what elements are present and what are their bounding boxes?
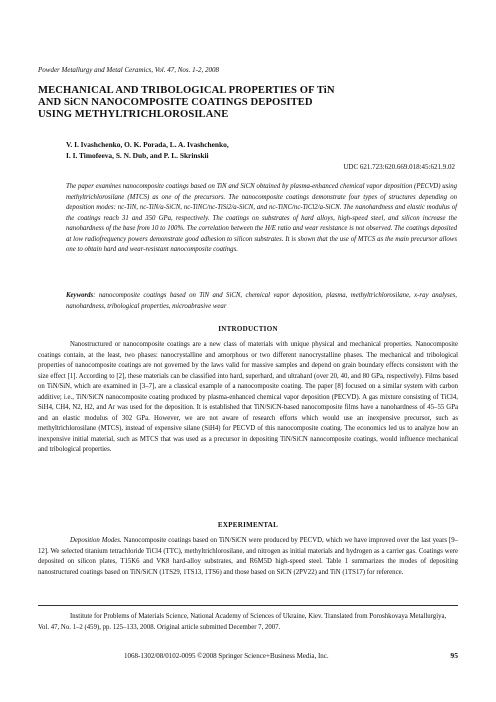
journal-header: Powder Metallurgy and Metal Ceramics, Vol. 47, Nos. 1-2, 2008 [38,66,219,74]
footnote-rule [38,605,458,606]
paper-title [38,85,458,122]
intro-paragraph: Nanostructured or nanocomposite coatings are a new class of materials with unique physical and mechanical properties. Nanocomposite coatings contain, at the least, two phases: nanocrystalline and amorphous or two different nanocrystalline phases. The mechanical and tribological properties of nanocomposite coatings are not governed by the laws valid for massive samples and depend on grain boundary effects consistent with the size effect [1]. According to [2], these materials can be classified into hard, superhard, and ultrahard (over 20, 40, and 80 GPa, respectively). Films based on TiN/SiN, which are examined in [3–7], are a classical example of a nanocomposite coating. The paper [8] focused on a similar system with carbon additive; i.e., TiN/SiCN nanocomposite coating produced by plasma-enhanced chemical vapor deposition (PECVD). A gas mixture consisting of TiCl4, SiH4, CH4, N2, H2, and Ar was used for the deposition. It is established that TiN/SiCN-based nanocomposite films have a nanohardness of 45–55 GPa and an elastic modulus of 302 GPa. However, we are not aware of research efforts which would use an inexpensive precursor, such as methyltrichlorosilane (MTCS), instead of expensive silane (SiH4) for PECVD of this nanocomposite coating. The economics led us to analyze how an inexpensive initial material, such as MTCS that was used as a precursor in depositing TiN/SiCN nanocomposite coatings, would influence mechanical and tribological properties. [38,341,458,453]
experimental-section [38,536,458,578]
page-number: 95 [450,651,458,660]
keywords-label: Keywords [66,292,94,299]
title-line: MECHANICAL AND TRIBOLOGICAL PROPERTIES OF TiN [38,85,335,96]
experimental-heading: EXPERIMENTAL [217,521,279,529]
intro-heading: INTRODUCTION [218,325,278,333]
abstract: The paper examines nanocomposite coatings based on TiN and SiCN obtained by plasma-enhanced chemical vapor deposition (PECVD) using methyltrichlorosilane (MTCS) as one of the precursors. The nanocomposite coatings demonstrate four types of structures depending on deposition modes: nc-TiN, nc-TiN/a-SiCN, nc-TiNC/nc-TiSi2/a-SiCN, and nc-TiNC/nc-TiCl2/a-SiCN. The nanohardness and elastic modulus of the coatings reach 31 and 350 GPa, respectively. The coatings on substrates of hard alloys, high-speed steel, and silicon increase the nanohardness of the base from 10 to 100%. The correlation between the H/E ratio and wear resistance is not observed. The coatings deposited at low radiofrequency powers demonstrate good adhesion to silicon substrates. It is shown that the use of MTCS as the main precursor allows one to obtain hard and wear-resistant nanocomposite coatings. [66,183,457,253]
copyright-line: 1068-1302/08/0102-0095 ©2008 Springer Science+Business Media, Inc. [124,652,329,660]
keywords-text: : nanocomposite coatings based on TiN and SiCN, chemical vapor deposition, plasma, methyltrichlorosilane, x-ray analyses, nanohardness, tribological properties, microabrasive wear [66,292,457,310]
udc-code: UDC 621.723:620.669.018:45:621.9.02 [343,163,455,171]
authors-line: V. I. Ivashchenko, O. K. Porada, L. A. Ivashchenko, [66,140,229,149]
experimental-text: Nanocomposite coatings based on TiN/SiCN were produced by PECVD, which we have improved over the last years [9–12]. We selected titanium tetrachloride TiCl4 (TTC), methyltrichlorosilane, and nitrogen as initial materials and hydrogen as a carrier gas. Coatings were deposited on silicon plates, T15K6 and VK8 hard-alloy substrates, and R6M5D high-speed steel. Table 1 summarizes the modes of depositing nanostructured coatings based on TiN/SiCN (1TS29, 1TS13, 1TS6) and those based on SiCN (2PV22) and TiN (1TS17) for reference. [38,537,458,576]
authors-line: I. I. Timofeeva, S. N. Dub, and P. L. Skrinskii [66,150,209,160]
footnote: Institute for Problems of Materials Science, National Academy of Sciences of Ukraine, Kiev. Translated from Poroshkovaya Metallurgiya, Vol. 47, No. 1–2 (459), pp. 125–133, 2008. Original article submitted December 7, 2007. [38,613,447,631]
title-line: USING METHYLTRICHLOROSILANE [38,109,229,121]
intro-section [38,340,458,456]
title-line: AND SiCN NANOCOMPOSITE COATINGS DEPOSITED [38,97,313,109]
keywords [66,291,457,312]
experimental-paragraph [38,536,458,578]
authors [66,140,426,161]
experimental-lead: Deposition Modes. [70,537,122,544]
